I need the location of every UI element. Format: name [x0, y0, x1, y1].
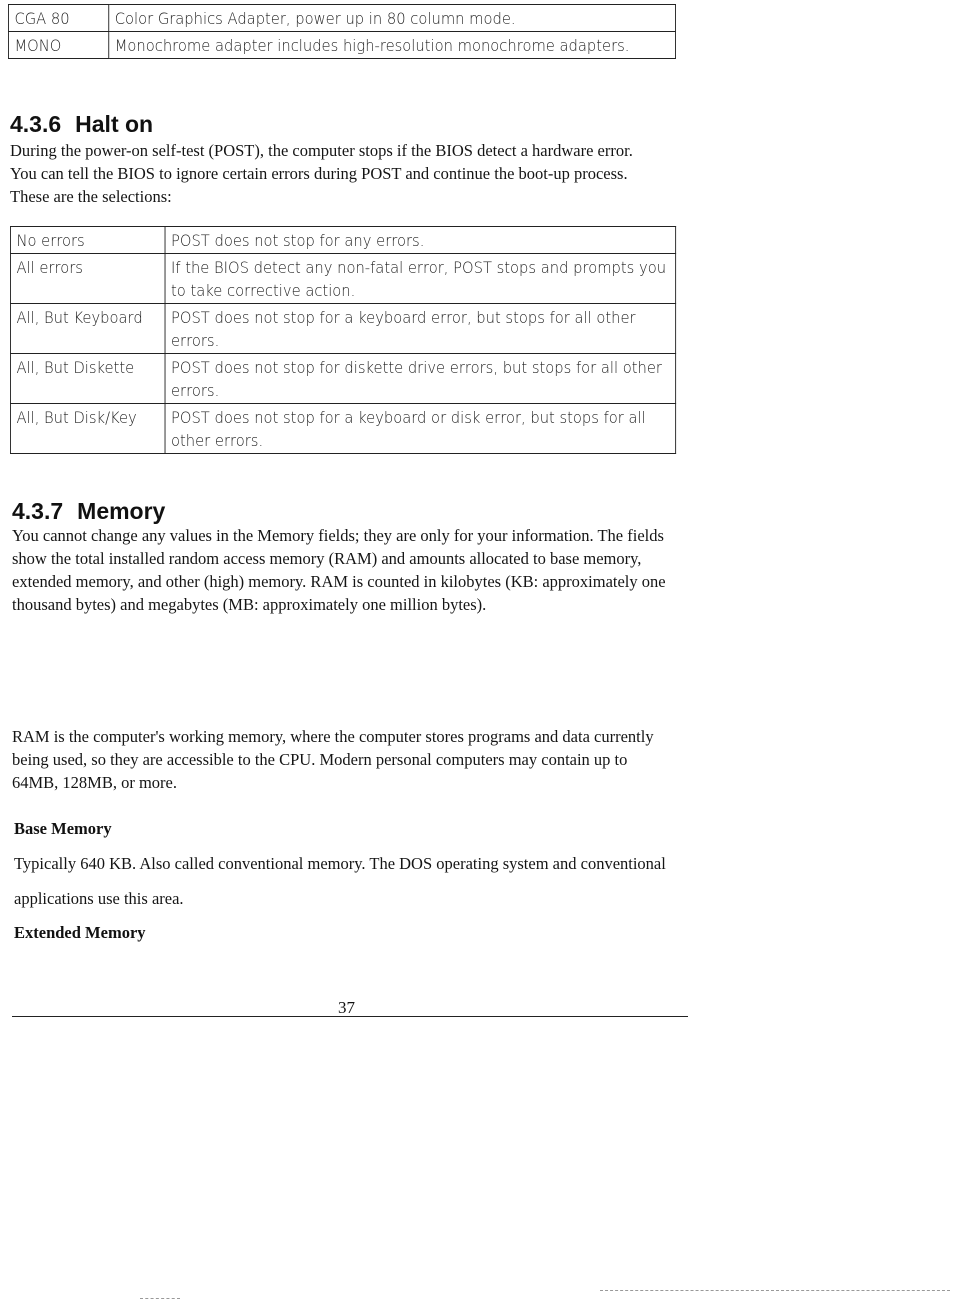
- option-description: POST does not stop for any errors.: [165, 227, 676, 254]
- table-row: [10, 254, 675, 304]
- scan-artifact: [600, 1290, 950, 1291]
- memory-paragraph-1: You cannot change any values in the Memory fields; they are only for your information. The fields show the total installed random access memory (RAM) and amounts allocated to base memory, extended memory, and other (high) memory. RAM is counted in kilobytes (KB: approximately one thousand bytes) and megabytes (MB: approximately one million bytes).: [12, 526, 666, 614]
- option-name: All, But Disk/Key: [10, 404, 165, 454]
- option-name: CGA 80: [8, 5, 108, 32]
- option-description: Monochrome adapter includes high-resolution monochrome adapters.: [109, 32, 676, 59]
- table-row: [8, 32, 675, 59]
- footer-rule: [12, 1016, 688, 1017]
- option-description: Color Graphics Adapter, power up in 80 column mode.: [109, 5, 676, 32]
- extended-memory-heading: Extended Memory: [14, 923, 146, 942]
- table-row: [8, 5, 675, 32]
- memory-paragraph-2: RAM is the computer's working memory, where the computer stores programs and data currently being used, so they are accessible to the CPU. Modern personal computers may contain up to 64MB, 128MB, or more.: [12, 727, 654, 792]
- table-row: [10, 404, 675, 454]
- page-number: 37: [338, 998, 355, 1017]
- video-mode-table: [8, 4, 676, 59]
- section-heading-memory: [12, 498, 165, 525]
- option-name: MONO: [8, 32, 108, 59]
- halt-on-options-table: [10, 226, 676, 454]
- base-memory-heading: Base Memory: [14, 819, 112, 838]
- section-heading-halt-on: [10, 111, 153, 138]
- option-name: All, But Keyboard: [10, 304, 165, 354]
- option-description: POST does not stop for diskette drive errors, but stops for all other errors.: [165, 354, 676, 404]
- halt-on-intro: During the power-on self-test (POST), the computer stops if the BIOS detect a hardware error. You can tell the BIOS to ignore certain errors during POST and continue the boot-up process. These are the selections:: [10, 141, 633, 206]
- option-description: If the BIOS detect any non-fatal error, POST stops and prompts you to take corrective action.: [165, 254, 676, 304]
- table-row: [10, 304, 675, 354]
- base-memory-text: Typically 640 KB. Also called conventional memory. The DOS operating system and conventional applications use this area.: [14, 854, 666, 908]
- section-title: Halt on: [75, 111, 154, 137]
- table-row: [10, 354, 675, 404]
- section-number: 4.3.6: [10, 111, 62, 137]
- option-description: POST does not stop for a keyboard or disk error, but stops for all other errors.: [165, 404, 676, 454]
- option-name: All, But Diskette: [10, 354, 165, 404]
- option-description: POST does not stop for a keyboard error, but stops for all other errors.: [165, 304, 676, 354]
- option-name: No errors: [10, 227, 165, 254]
- table-row: [10, 227, 675, 254]
- section-title: Memory: [77, 498, 166, 524]
- scan-artifact: [140, 1298, 180, 1299]
- section-number: 4.3.7: [12, 498, 64, 524]
- option-name: All errors: [10, 254, 165, 304]
